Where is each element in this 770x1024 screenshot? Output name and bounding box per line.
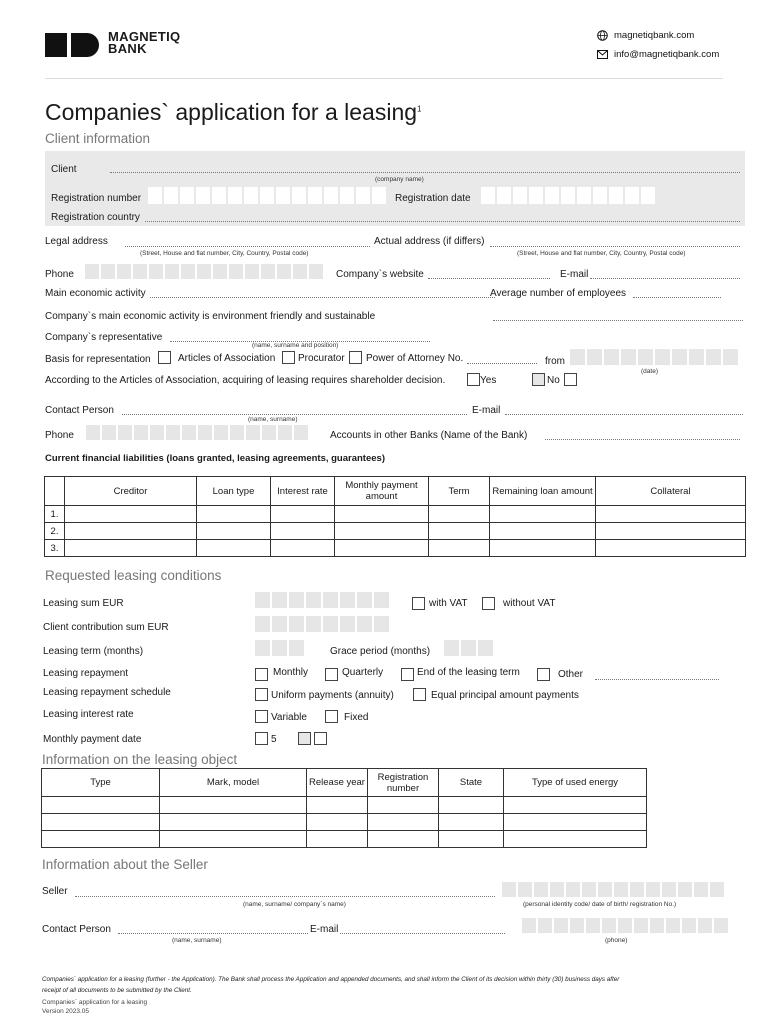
brand-line1: MAGNETIQ	[108, 29, 181, 44]
leasing-sum-label: Leasing sum EUR	[43, 598, 124, 609]
leasing-sum-cells[interactable]	[255, 592, 389, 608]
col-energy: Type of used energy	[504, 769, 647, 797]
fixed-checkbox[interactable]	[325, 710, 338, 723]
grace-cells[interactable]	[444, 640, 493, 656]
liabilities-heading: Current financial liabilities (loans granted, leasing agreements, guarantees)	[45, 453, 385, 464]
col-registration-number: Registration number	[368, 769, 439, 797]
end-of-term-checkbox[interactable]	[401, 668, 414, 681]
row-number: 1.	[45, 506, 65, 523]
end-of-term-label: End of the leasing term	[417, 667, 520, 678]
footnote	[42, 974, 619, 996]
contact-email-field[interactable]	[505, 414, 743, 415]
seller-caption: (name, surname/ company`s name)	[243, 901, 346, 908]
col-release-year: Release year	[307, 769, 368, 797]
equal-principal-label: Equal principal amount payments	[431, 690, 579, 701]
avg-employees-label: Average number of employees	[490, 288, 627, 299]
no-label: No	[547, 375, 560, 386]
legal-address-label: Legal address	[45, 236, 108, 247]
payment-date-value: 5	[271, 734, 277, 745]
col-creditor: Creditor	[65, 477, 197, 506]
basis-label: Basis for representation	[45, 354, 151, 365]
without-vat-checkbox[interactable]	[482, 597, 495, 610]
payment-date-box[interactable]	[298, 732, 311, 745]
liabilities-table	[44, 476, 746, 557]
table-row[interactable]	[42, 797, 647, 814]
other-checkbox[interactable]	[537, 668, 550, 681]
table-row[interactable]	[42, 814, 647, 831]
registration-date-label: Registration date	[395, 193, 471, 204]
legal-address-caption: (Street, House and flat number, City, Country, Postal code)	[140, 250, 309, 257]
seller-id-caption: (personal identity code/ date of birth/ registration No.)	[523, 901, 677, 908]
repayment-label: Leasing repayment	[43, 668, 129, 679]
articles-checkbox[interactable]	[158, 351, 171, 364]
client-name-field[interactable]	[110, 172, 740, 173]
seller-id-cells[interactable]	[502, 882, 724, 897]
term-cells[interactable]	[255, 640, 304, 656]
main-activity-field[interactable]	[150, 297, 495, 298]
annuity-label: Uniform payments (annuity)	[271, 690, 394, 701]
phone2-cells[interactable]	[86, 425, 308, 440]
col-mark-model: Mark, model	[160, 769, 307, 797]
fixed-label: Fixed	[344, 712, 369, 723]
object-heading: Information on the leasing object	[42, 752, 238, 767]
actual-address-field[interactable]	[490, 246, 740, 247]
website-field[interactable]	[428, 278, 550, 279]
with-vat-label: with VAT	[429, 598, 468, 609]
date-caption: (date)	[641, 368, 658, 375]
footnote-line2: receipt of all documents to be submitted by the Client.	[42, 987, 192, 994]
registration-country-label: Registration country	[51, 212, 140, 223]
col-loan-type: Loan type	[197, 477, 271, 506]
seller-phone-caption: (phone)	[605, 937, 628, 944]
registration-date-cells[interactable]	[481, 187, 655, 204]
variable-checkbox[interactable]	[255, 710, 268, 723]
procurator-checkbox[interactable]	[282, 351, 295, 364]
term-label: Leasing term (months)	[43, 646, 144, 657]
monthly-label: Monthly	[273, 667, 309, 678]
seller-contact-field[interactable]	[118, 933, 308, 934]
mail-icon	[597, 50, 608, 59]
company-name-caption: (company name)	[375, 176, 424, 183]
eco-friendly-field[interactable]	[493, 320, 743, 321]
procurator-label: Procurator	[298, 353, 345, 364]
seller-contact-label: Contact Person	[42, 924, 111, 935]
table-row[interactable]	[45, 506, 746, 523]
no-extra-checkbox[interactable]	[564, 373, 577, 386]
no-checkbox[interactable]	[532, 373, 545, 386]
footer-title: Companies` application for a leasing	[42, 999, 148, 1006]
row-number: 3.	[45, 540, 65, 557]
email-field[interactable]	[590, 278, 740, 279]
footer-version: Version 2023.05	[42, 1008, 89, 1015]
website-link[interactable]: magnetiqbank.com	[614, 30, 695, 41]
client-label: Client	[51, 164, 77, 175]
page-title	[45, 99, 422, 126]
from-label: from	[545, 356, 565, 367]
registration-number-cells[interactable]	[148, 187, 386, 204]
schedule-label: Leasing repayment schedule	[43, 687, 171, 698]
conditions-heading: Requested leasing conditions	[45, 568, 222, 583]
variable-label: Variable	[271, 712, 307, 723]
quarterly-checkbox[interactable]	[325, 668, 338, 681]
avg-employees-field[interactable]	[633, 297, 721, 298]
other-label: Other	[558, 669, 584, 680]
main-activity-label: Main economic activity	[45, 288, 146, 299]
shareholder-label: According to the Articles of Association, acquiring of leasing requires shareholder decision.	[45, 375, 446, 386]
table-row[interactable]	[45, 523, 746, 540]
representative-label: Company`s representative	[45, 332, 163, 343]
phone-cells[interactable]	[85, 264, 323, 279]
registration-number-label: Registration number	[51, 193, 142, 204]
email-link[interactable]: info@magnetiqbank.com	[614, 49, 720, 60]
actual-address-caption: (Street, House and flat number, City, Country, Postal code)	[517, 250, 686, 257]
yes-label: Yes	[480, 375, 497, 386]
seller-name-caption: (name, surname)	[172, 937, 222, 944]
articles-label: Articles of Association	[178, 353, 276, 364]
col-type: Type	[42, 769, 160, 797]
col-term: Term	[429, 477, 490, 506]
registration-country-field[interactable]	[145, 221, 740, 222]
table-row[interactable]	[42, 831, 647, 848]
payment-date-checkbox[interactable]	[255, 732, 268, 745]
phone2-label: Phone	[45, 430, 74, 441]
brand-name	[108, 31, 180, 55]
interest-label: Leasing interest rate	[43, 709, 134, 720]
header-divider	[45, 78, 723, 79]
seller-phone-cells[interactable]	[522, 918, 728, 933]
payment-date-box2[interactable]	[314, 732, 327, 745]
col-interest-rate: Interest rate	[271, 477, 335, 506]
contact-person-label: Contact Person	[45, 405, 114, 416]
footnote-line1: Companies` application for a leasing (further - the Application). The Bank shall process the Application and appended documents, and shall inform the Client of its decision within thirty (30) business days after	[42, 976, 620, 983]
legal-address-field[interactable]	[125, 246, 370, 247]
seller-email-field[interactable]	[340, 933, 505, 934]
contribution-label: Client contribution sum EUR	[43, 622, 169, 633]
representative-caption: (name, surname and position)	[252, 342, 339, 349]
equal-principal-checkbox[interactable]	[413, 688, 426, 701]
monthly-checkbox[interactable]	[255, 668, 268, 681]
payment-date-label: Monthly payment date	[43, 734, 142, 745]
seller-label: Seller	[42, 886, 68, 897]
brand-line2: BANK	[108, 41, 147, 56]
title-footnote-mark: 1	[417, 104, 422, 114]
eco-friendly-label: Company`s main economic activity is environment friendly and sustainable	[45, 311, 376, 322]
poa-label: Power of Attorney No.	[366, 353, 464, 364]
with-vat-checkbox[interactable]	[412, 597, 425, 610]
annuity-checkbox[interactable]	[255, 688, 268, 701]
poa-number-field[interactable]	[467, 363, 537, 364]
seller-heading: Information about the Seller	[42, 857, 208, 872]
quarterly-label: Quarterly	[342, 667, 384, 678]
seller-email-label: E-mail	[310, 924, 339, 935]
client-info-heading: Client information	[45, 131, 151, 146]
without-vat-label: without VAT	[503, 598, 556, 609]
row-number: 2.	[45, 523, 65, 540]
table-row[interactable]	[45, 540, 746, 557]
yes-checkbox[interactable]	[467, 373, 480, 386]
globe-icon	[597, 30, 608, 41]
col-state: State	[439, 769, 504, 797]
col-collateral: Collateral	[596, 477, 746, 506]
poa-checkbox[interactable]	[349, 351, 362, 364]
title-text: Companies` application for a leasing	[45, 99, 418, 125]
poa-date-cells[interactable]	[570, 349, 738, 365]
contact-person-field[interactable]	[122, 414, 467, 415]
col-remaining: Remaining loan amount	[490, 477, 596, 506]
contribution-cells[interactable]	[255, 616, 389, 632]
phone-label: Phone	[45, 269, 74, 280]
email-label: E-mail	[560, 269, 589, 280]
object-table	[41, 768, 647, 848]
other-banks-field[interactable]	[545, 439, 740, 440]
actual-address-label: Actual address (if differs)	[374, 236, 485, 247]
contact-name-caption: (name, surname)	[248, 416, 298, 423]
seller-field[interactable]	[75, 896, 495, 897]
contact-email-label: E-mail	[472, 405, 501, 416]
website-label: Company`s website	[336, 269, 424, 280]
other-banks-label: Accounts in other Banks (Name of the Bank)	[330, 430, 528, 441]
col-monthly-payment: Monthly payment amount	[335, 477, 429, 506]
other-field[interactable]	[595, 679, 719, 680]
bank-logo-mark	[45, 33, 99, 57]
grace-label: Grace period (months)	[330, 646, 431, 657]
